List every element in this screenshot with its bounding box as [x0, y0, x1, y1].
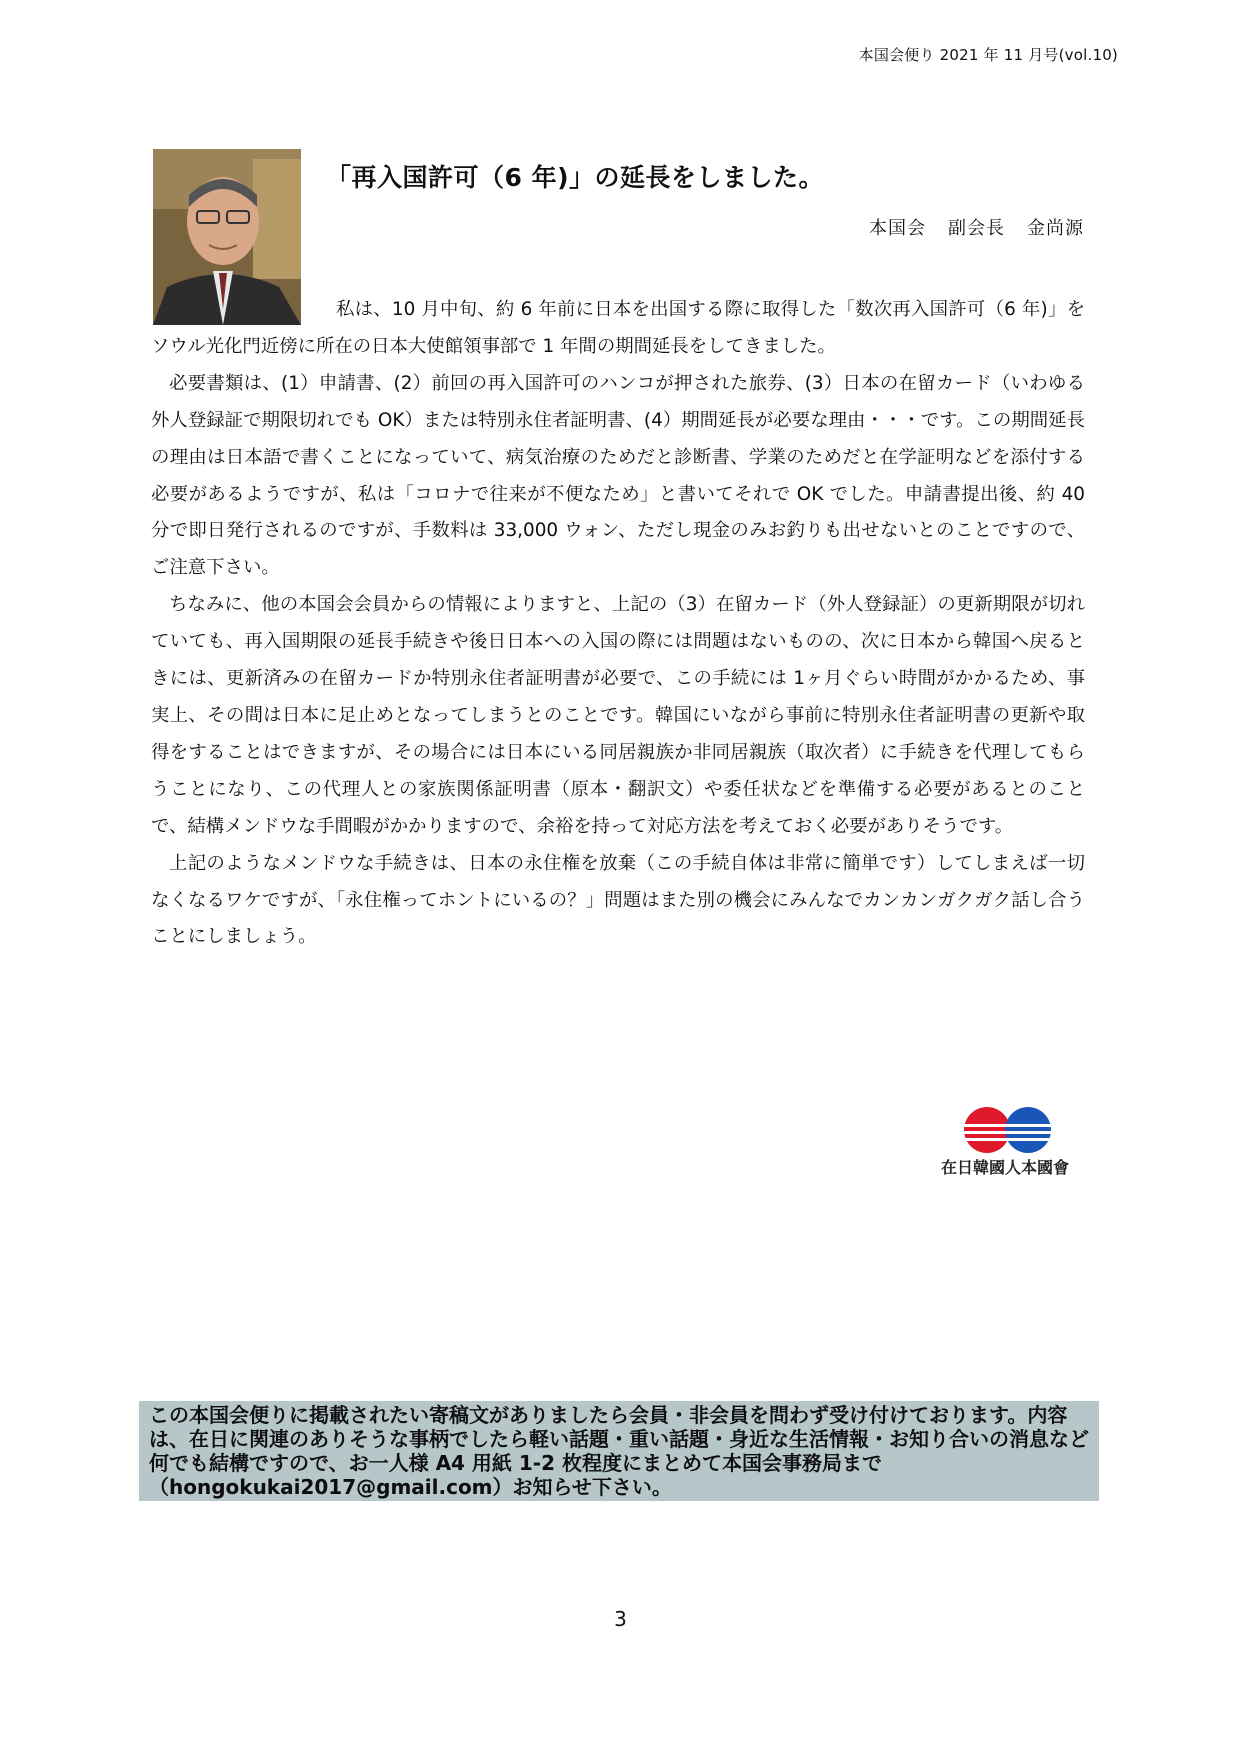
logo-blue-circle	[1002, 1107, 1056, 1153]
article-byline	[847, 214, 1084, 240]
submission-notice-text: この本国会便りに掲載されたい寄稿文がありましたら会員・非会員を問わず受け付けております。内容は、在日に関連のありそうな事柄でしたら軽い話題・重い話題・身近な生活情報・お知り合いの消息など何でも結構ですので、お一人様 A4 用紙 1-2 枚程度にまとめて本国会事務局まで（hongokukai2017@gmail.com）お知らせ下さい。	[149, 1403, 1089, 1499]
logo-caption: 在日韓國人本國會	[940, 1158, 1069, 1177]
article-body	[151, 292, 1085, 956]
article-paragraph: ちなみに、他の本国会会員からの情報によりますと、上記の（3）在留カード（外人登録証）の更新期限が切れていても、再入国期限の延長手続きや後日日本への入国の際には問題はないものの、次に日本から韓国へ戻るときには、更新済みの在留カードか特別永住者証明書が必要で、この手続には 1ヶ月ぐらい時間がかかるため、事実上、その間は日本に足止めとなってしまうとのことです。韓国にいながら事前に特別永住者証明書の更新や取得をすることはできますが、その場合には日本にいる同居親族か非同居親族（取次者）に手続きを代理してもらうことになり、この代理人との家族関係証明書（原本・翻訳文）や委任状などを準備する必要があるとのことで、結構メンドウな手間暇がかかりますので、余裕を持って対応方法を考えておく必要がありそうです。	[151, 594, 1086, 837]
article-paragraph: 必要書類は、(1）申請書、(2）前回の再入国許可のハンコが押された旅券、(3）日本の在留カード（いわゆる外人登録証で期限切れでも OK）または特別永住者証明書、(4）期間延長が必要な理由・・・です。この期間延長の理由は日本語で書くことになっていて、病気治療のためだと診断書、学業のためだと在学証明などを添付する必要があるようですが、私は「コロナで往来が不便なため」と書いてそれで OK でした。申請書提出後、約 40 分で即日発行されるのですが、手数料は 33,000 ウォン、ただし現金のみお釣りも出せないとのことですので、ご注意下さい。	[151, 372, 1085, 579]
article-paragraph: 上記のようなメンドウな手続きは、日本の永住権を放棄（この手続自体は非常に簡単です）してしまえば一切なくなるワケですが、「永住権ってホントにいるの？」問題はまた別の機会にみんなでカンカンガクガク話し合うことにしましょう。	[151, 852, 1085, 948]
article-paragraph: 私は、10 月中旬、約 6 年前に日本を出国する際に取得した「数次再入国許可（6 年)」をソウル光化門近傍に所在の日本大使館領事部で 1 年間の期間延長をしてきました。	[151, 299, 1085, 357]
newsletter-issue-header: 本国会便り 2021 年 11 月号(vol.10)	[858, 46, 1118, 64]
byline-author-name: 金尚源	[1027, 218, 1084, 239]
article-title: 「再入国許可（6 年)」の延長をしました。	[326, 163, 825, 192]
byline-role: 副会長	[948, 218, 1005, 239]
byline-org: 本国会	[869, 218, 926, 239]
submission-notice-box	[139, 1401, 1099, 1501]
page-number: 3	[614, 1607, 627, 1631]
